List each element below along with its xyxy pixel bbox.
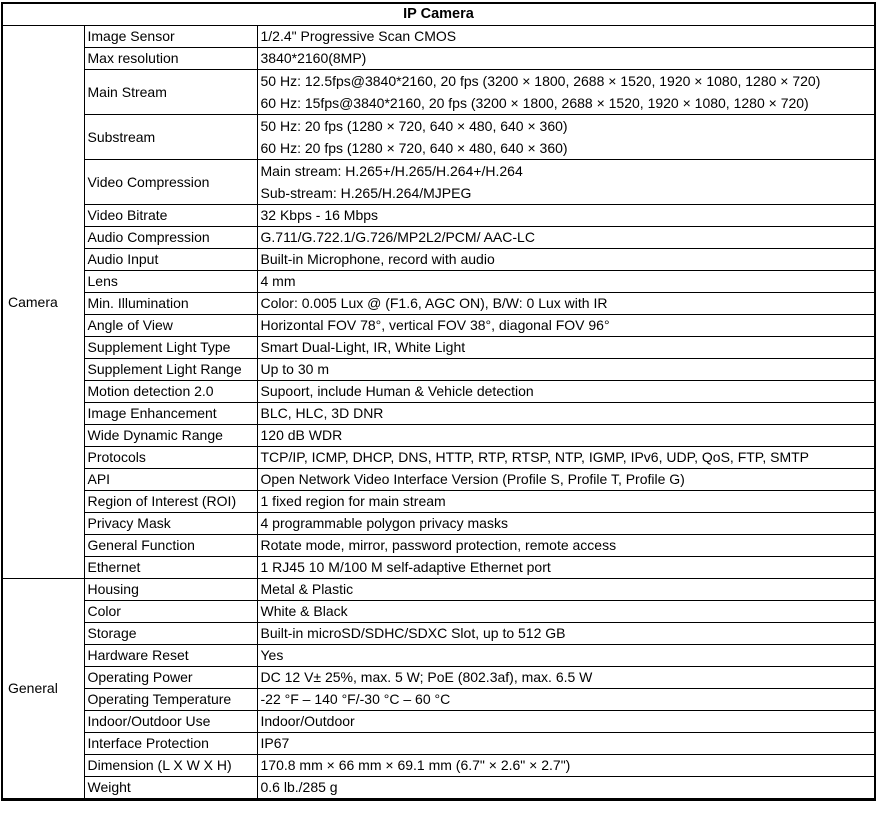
spec-label: API [84,469,257,491]
table-row [2,535,875,557]
table-row [2,447,875,469]
spec-value: White & Black [257,601,875,623]
spec-label: Wide Dynamic Range [84,425,257,447]
table-row [2,491,875,513]
spec-value: Built-in microSD/SDHC/SDXC Slot, up to 512 GB [257,623,875,645]
spec-value: 170.8 mm × 66 mm × 69.1 mm (6.7" × 2.6" × 2.7") [257,755,875,777]
spec-value: 120 dB WDR [257,425,875,447]
spec-label: Angle of View [84,315,257,337]
spec-label: Video Bitrate [84,205,257,227]
table-row [2,645,875,667]
spec-value [257,115,875,160]
spec-value: Open Network Video Interface Version (Profile S, Profile T, Profile G) [257,469,875,491]
spec-label: Hardware Reset [84,645,257,667]
table-row [2,733,875,755]
spec-label: Max resolution [84,48,257,70]
spec-value: 0.6 lb./285 g [257,777,875,800]
spec-value: 4 mm [257,271,875,293]
spec-value: 1/2.4" Progressive Scan CMOS [257,26,875,48]
spec-value: Metal & Plastic [257,579,875,601]
spec-value: Indoor/Outdoor [257,711,875,733]
spec-label: Operating Power [84,667,257,689]
spec-label: Video Compression [84,160,257,205]
spec-label: Region of Interest (ROI) [84,491,257,513]
spec-value-line: Main stream: H.265+/H.265/H.264+/H.264 [260,163,523,179]
spec-value: G.711/G.722.1/G.726/MP2L2/PCM/ AAC-LC [257,227,875,249]
table-row [2,315,875,337]
spec-value [257,160,875,205]
spec-value: Color: 0.005 Lux @ (F1.6, AGC ON), B/W: 0 Lux with IR [257,293,875,315]
spec-value: TCP/IP, ICMP, DHCP, DNS, HTTP, RTP, RTSP, NTP, IGMP, IPv6, UDP, QoS, FTP, SMTP [257,447,875,469]
table-row [2,579,875,601]
table-row [2,337,875,359]
table-row [2,755,875,777]
spec-label: Indoor/Outdoor Use [84,711,257,733]
spec-value: Built-in Microphone, record with audio [257,249,875,271]
table-row [2,26,875,48]
spec-value: Rotate mode, mirror, password protection, remote access [257,535,875,557]
spec-value-line: 50 Hz: 20 fps (1280 × 720, 640 × 480, 640 × 360) [260,118,568,134]
table-row [2,601,875,623]
spec-value: -22 °F – 140 °F/-30 °C – 60 °C [257,689,875,711]
table-row [2,227,875,249]
spec-label: Image Sensor [84,26,257,48]
spec-label: Audio Input [84,249,257,271]
spec-label: Ethernet [84,557,257,579]
spec-label: Operating Temperature [84,689,257,711]
spec-label: Housing [84,579,257,601]
spec-value: Up to 30 m [257,359,875,381]
spec-label: Motion detection 2.0 [84,381,257,403]
spec-value-line: 60 Hz: 20 fps (1280 × 720, 640 × 480, 640 × 360) [260,140,568,156]
table-row [2,711,875,733]
spec-value: Horizontal FOV 78°, vertical FOV 38°, diagonal FOV 96° [257,315,875,337]
table-title: IP Camera [2,3,875,26]
table-row [2,557,875,579]
table-row [2,293,875,315]
spec-value: Smart Dual-Light, IR, White Light [257,337,875,359]
table-row [2,48,875,70]
spec-table [1,2,876,801]
spec-value [257,70,875,115]
table-row [2,381,875,403]
table-row [2,667,875,689]
table-row [2,205,875,227]
table-row [2,160,875,205]
spec-value: Supoort, include Human & Vehicle detection [257,381,875,403]
table-row [2,403,875,425]
spec-value: 3840*2160(8MP) [257,48,875,70]
spec-label: Interface Protection [84,733,257,755]
spec-value: DC 12 V± 25%, max. 5 W; PoE (802.3af), max. 6.5 W [257,667,875,689]
spec-label: Color [84,601,257,623]
spec-label: Audio Compression [84,227,257,249]
spec-label: Substream [84,115,257,160]
spec-value: 4 programmable polygon privacy masks [257,513,875,535]
table-header-row [2,3,875,26]
spec-value: IP67 [257,733,875,755]
group-label-general: General [2,579,84,800]
table-row [2,115,875,160]
table-row [2,70,875,115]
spec-value: Yes [257,645,875,667]
table-row [2,777,875,800]
spec-value: 32 Kbps - 16 Mbps [257,205,875,227]
spec-value-line: 50 Hz: 12.5fps@3840*2160, 20 fps (3200 × 1800, 2688 × 1520, 1920 × 1080, 1280 × 720) [260,73,821,89]
table-row [2,359,875,381]
table-row [2,513,875,535]
spec-value-line: Sub-stream: H.265/H.264/MJPEG [260,185,472,201]
spec-value: BLC, HLC, 3D DNR [257,403,875,425]
table-row [2,249,875,271]
spec-label: Lens [84,271,257,293]
spec-value-line: 60 Hz: 15fps@3840*2160, 20 fps (3200 × 1800, 2688 × 1520, 1920 × 1080, 1280 × 720) [260,95,809,111]
spec-label: General Function [84,535,257,557]
spec-label: Image Enhancement [84,403,257,425]
group-label-camera: Camera [2,26,84,579]
table-row [2,469,875,491]
spec-label: Weight [84,777,257,800]
spec-label: Dimension (L X W X H) [84,755,257,777]
spec-label: Supplement Light Type [84,337,257,359]
table-row [2,623,875,645]
spec-label: Protocols [84,447,257,469]
spec-label: Main Stream [84,70,257,115]
spec-value: 1 RJ45 10 M/100 M self-adaptive Ethernet port [257,557,875,579]
spec-label: Privacy Mask [84,513,257,535]
spec-label: Min. Illumination [84,293,257,315]
table-row [2,425,875,447]
spec-value: 1 fixed region for main stream [257,491,875,513]
table-row [2,271,875,293]
spec-label: Storage [84,623,257,645]
table-row [2,689,875,711]
spec-label: Supplement Light Range [84,359,257,381]
